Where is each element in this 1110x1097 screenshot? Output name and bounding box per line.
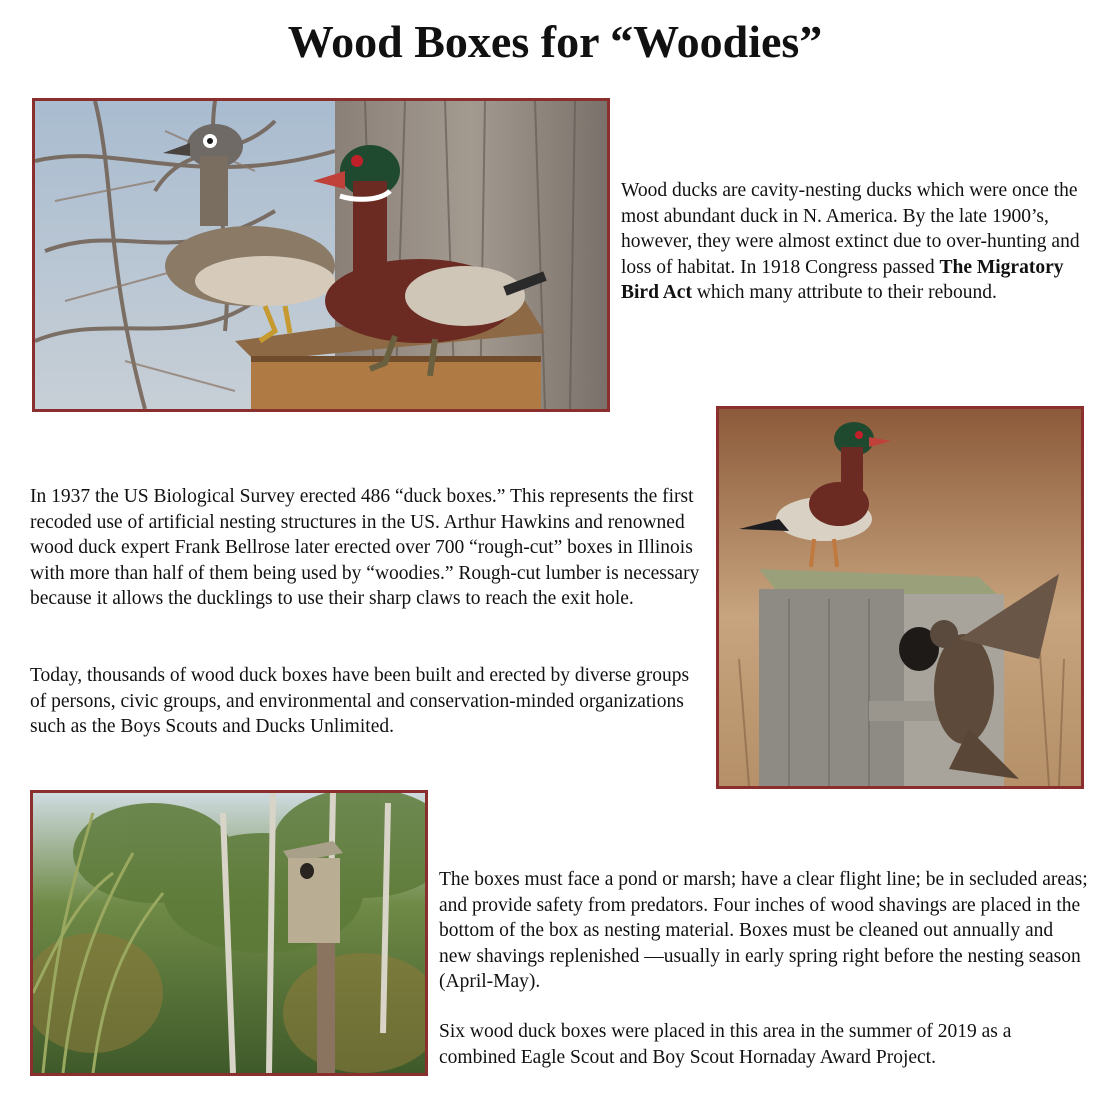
intro-paragraph [621,178,1091,306]
wood-duck-box-in-woods-photo [30,790,428,1076]
wood-duck-box-photo [716,406,1084,789]
intro-text: Wood ducks are cavity-nesting ducks which were once the most abundant duck in N. America. By the late 1900’s, however, they were almost extinct due to over-hunting and loss of habitat. In 1918 Congress passed [621,180,1080,278]
today-paragraph: Today, thousands of wood duck boxes have been built and erected by diverse groups of persons, civic groups, and environmental and conservation-minded organizations such as the Boys Scouts and Ducks Unlimited. [30,665,690,737]
migratory-bird-act-name: The Migratory Bird Act [621,256,1064,303]
intro-text-end: which many attribute to their rebound. [691,282,997,303]
wood-duck-pair-photo [32,98,610,412]
project-paragraph: Six wood duck boxes were placed in this area in the summer of 2019 as a combined Eagle Scout and Boy Scout Hornaday Award Project. [439,1021,1012,1068]
page-title: Wood Boxes for “Woodies” [287,16,823,67]
placement-paragraph: The boxes must face a pond or marsh; have a clear flight line; be in secluded areas; and provide safety from predators. Four inches of wood shavings are placed in the bottom of the box as nesting material. Boxes must be cleaned out annually and new shavings replenished —usually in early spring right before the nesting season (April-May). [439,869,1088,992]
history-paragraph: In 1937 the US Biological Survey erected 486 “duck boxes.” This represents the first recoded use of artificial nesting structures in the US. Arthur Hawkins and renowned wood duck expert Frank Bellrose later erected over 700 “rough-cut” boxes in Illinois with more than half of them being used by “woodies.” Rough-cut lumber is necessary because it allows the ducklings to use their sharp claws to reach the exit hole. [30,486,700,609]
